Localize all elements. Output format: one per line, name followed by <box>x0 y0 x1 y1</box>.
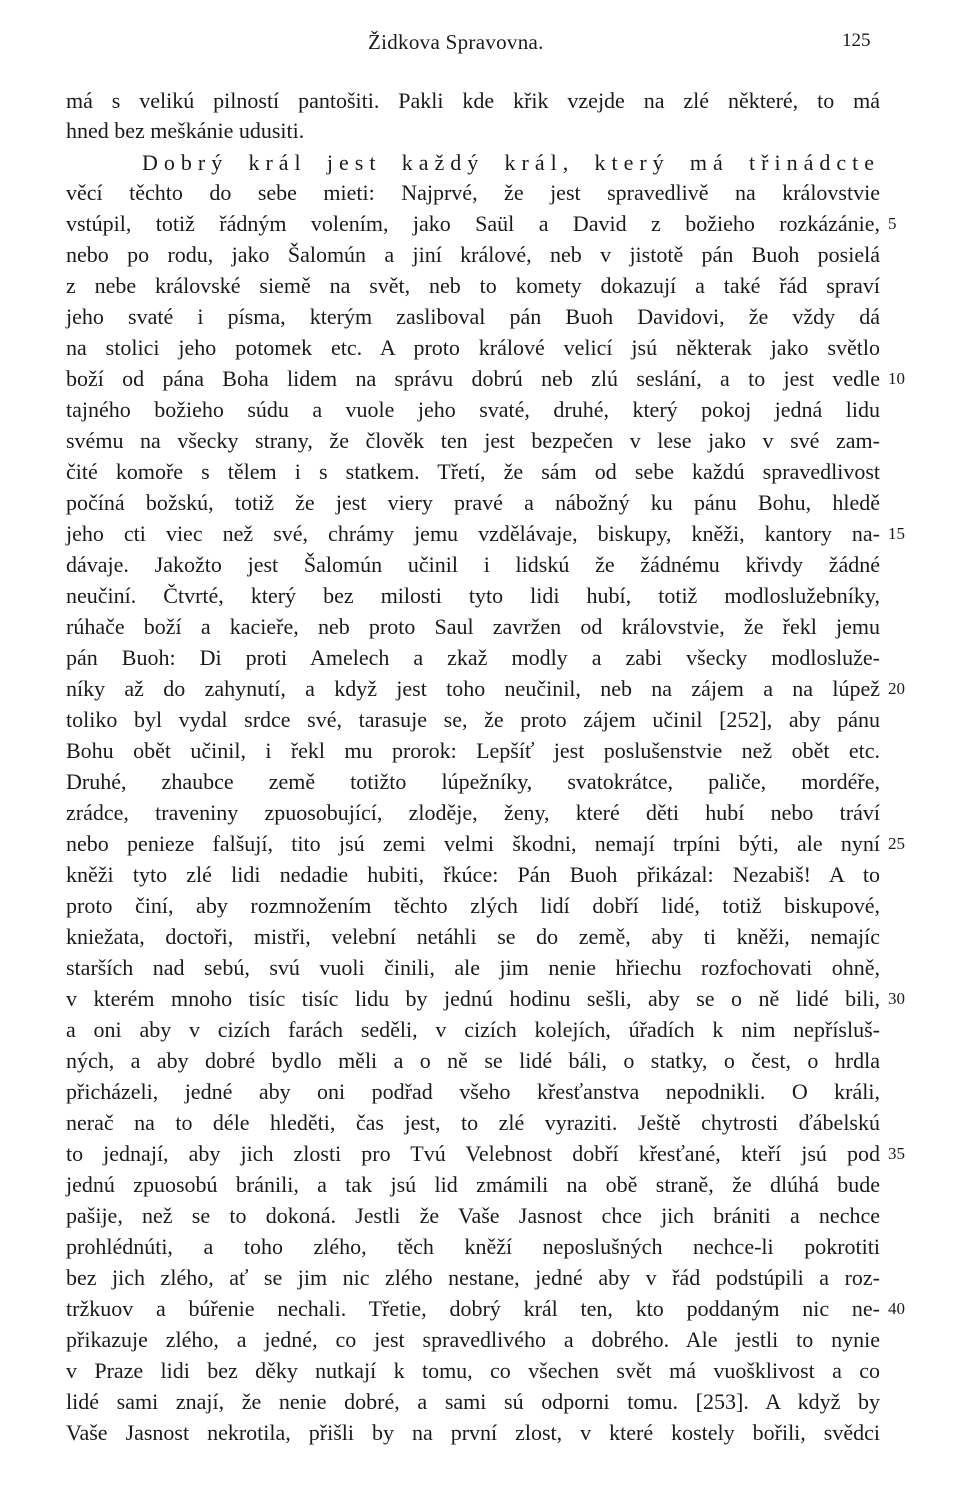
text-line: níky až do zahynutí, a když jest toho neučinil, neb na zájem a na lúpež <box>66 676 880 701</box>
text-line: Druhé, zhaubce země totižto lúpežníky, svatokrátce, paliče, mordéře, <box>66 769 880 794</box>
text-line: Bohu obět učinil, i řekl mu prorok: Lepšíť jest poslušenstvie než obět etc. <box>66 738 880 763</box>
text-line: kněži tyto zlé lidi nedadie hubiti, řkúce: Pán Buoh přikázal: Nezabiš! A to <box>66 862 880 887</box>
text-line: to jednají, aby jich zlosti pro Tvú Velebnost dobří křesťané, kteří jsú pod <box>66 1141 880 1166</box>
text-line: Dobrý král jest každý král, který má třinádcte <box>142 150 880 175</box>
text-line: čité komoře s tělem i s statkem. Třetí, že sám od sebe každú spravedlivost <box>66 459 880 484</box>
text-line: nebo penieze falšují, tito jsú zemi velmi škodni, nemají trpíni býti, ale nyní <box>66 831 880 856</box>
margin-line-number: 40 <box>888 1299 905 1318</box>
text-line: nebo po rodu, jako Šalomún a jiní králové, neb v jistotě pán Buoh posielá <box>66 242 880 267</box>
text-line: počíná božskú, totiž že jest viery pravé a nábožný ku pánu Bohu, hledě <box>66 490 880 515</box>
text-line: lidé sami znají, že nenie dobré, a sami sú odporni tomu. [253]. A když by <box>66 1389 880 1414</box>
text-line: na stolici jeho potomek etc. A proto králové velicí jsú některak jako světlo <box>66 335 880 360</box>
text-line: dávaje. Jakožto jest Šalomún učinil i lidskú že žádnému křivdy žádné <box>66 552 880 577</box>
text-line: pán Buoh: Di proti Amelech a zkaž modly a zabi všecky modlosluže- <box>66 645 880 670</box>
text-line: nerač na to déle hleděti, čas jest, to zlé vyraziti. Ještě chytrosti ďábelskú <box>66 1110 880 1135</box>
text-line: vstúpil, totiž řádným volením, jako Saül a David z božieho rozkázánie, <box>66 211 880 236</box>
text-line: kniežata, doctoři, mistři, velební netáhli se do země, aby ti kněži, nemajíc <box>66 924 880 949</box>
text-line: ných, a aby dobré bydlo měli a o ně se lidé báli, o statky, o čest, o hrdla <box>66 1048 880 1073</box>
margin-line-number: 5 <box>888 214 897 233</box>
text-line: hned bez meškánie udusiti. <box>66 118 305 143</box>
text-line: má s velikú pilností pantošiti. Pakli kde křik vzejde na zlé některé, to má <box>66 88 880 113</box>
margin-line-number: 35 <box>888 1144 905 1163</box>
text-line: Vaše Jasnost nekrotila, přišli by na první zlost, v které kostely bořili, svědci <box>66 1420 880 1445</box>
text-line: tržkuov a búřenie nechali. Třetie, dobrý král ten, kto poddaným nic ne- <box>66 1296 880 1321</box>
text-line: jeho cti viec než své, chrámy jemu vzdělávaje, biskupy, kněži, kantory na- <box>66 521 880 546</box>
running-head: Židkova Spravovna. <box>368 30 544 54</box>
text-line: rúhače boží a kacieře, neb proto Saul zavržen od královstvie, že řekl jemu <box>66 614 880 639</box>
text-line: jeho svaté i písma, kterým zasliboval pán Buoh Davidovi, že vždy dá <box>66 304 880 329</box>
text-line: přicházeli, jedné aby oni podřad všeho křesťanstva nepodnikli. O králi, <box>66 1079 880 1104</box>
margin-line-number: 30 <box>888 989 905 1008</box>
text-line: proto činí, aby rozmnožením těchto zlých lidí dobří lidé, totiž biskupové, <box>66 893 880 918</box>
text-line: z nebe královské siemě na svět, neb to komety dokazují a také řád spraví <box>66 273 880 298</box>
text-line: jednú zpuosobú bránili, a tak jsú lid zmámili na obě straně, že dlúhá bude <box>66 1172 880 1197</box>
margin-line-number: 10 <box>888 369 905 388</box>
text-line: starších nad sebú, svú vuoli činili, ale jim nenie hřiechu rozfochovati ohně, <box>66 955 880 980</box>
text-line: věcí těchto do sebe mieti: Najprvé, že jest spravedlivě na královstvie <box>66 180 880 205</box>
margin-line-number: 15 <box>888 524 905 543</box>
margin-line-number: 25 <box>888 834 905 853</box>
margin-line-number: 20 <box>888 679 905 698</box>
text-line: v Praze lidi bez děky nutkají k tomu, co všechen svět má vuošklivost a co <box>66 1358 880 1383</box>
text-line: bez jich zlého, ať se jim nic zlého nestane, jedné aby v řád podstúpili a roz- <box>66 1265 880 1290</box>
text-line: neučiní. Čtvrté, který bez milosti tyto lidi hubí, totiž modloslužebníky, <box>66 583 880 608</box>
text-line: zrádce, traveniny zpuosobující, zloděje, ženy, které děti hubí nebo tráví <box>66 800 880 825</box>
text-line: prohlédnúti, a toho zlého, těch kněží neposlušných nechce-li pokrotiti <box>66 1234 880 1259</box>
text-line: tajného božieho súdu a vuole jeho svaté, druhé, který pokoj jedná lidu <box>66 397 880 422</box>
text-line: a oni aby v cizích farách seděli, v cizích kolejích, úřadích k nim nepřísluš- <box>66 1017 880 1042</box>
text-line: v kterém mnoho tisíc tisíc lidu by jednú hodinu sešli, aby se o ně lidé bili, <box>66 986 880 1011</box>
text-line: svému na všecky strany, že člověk ten jest bezpečen v lese jako v své zam- <box>66 428 880 453</box>
text-line: přikazuje zlého, a jedné, co jest spravedlivého a dobrého. Ale jestli to nynie <box>66 1327 880 1352</box>
text-line: toliko byl vydal srdce své, tarasuje se, že proto zájem učinil [252], aby pánu <box>66 707 880 732</box>
page-number: 125 <box>842 30 871 51</box>
text-line: pašije, než se to dokoná. Jestli že Vaše Jasnost chce jich brániti a nechce <box>66 1203 880 1228</box>
text-line: boží od pána Boha lidem na správu dobrú neb zlú seslání, a to jest vedle <box>66 366 880 391</box>
